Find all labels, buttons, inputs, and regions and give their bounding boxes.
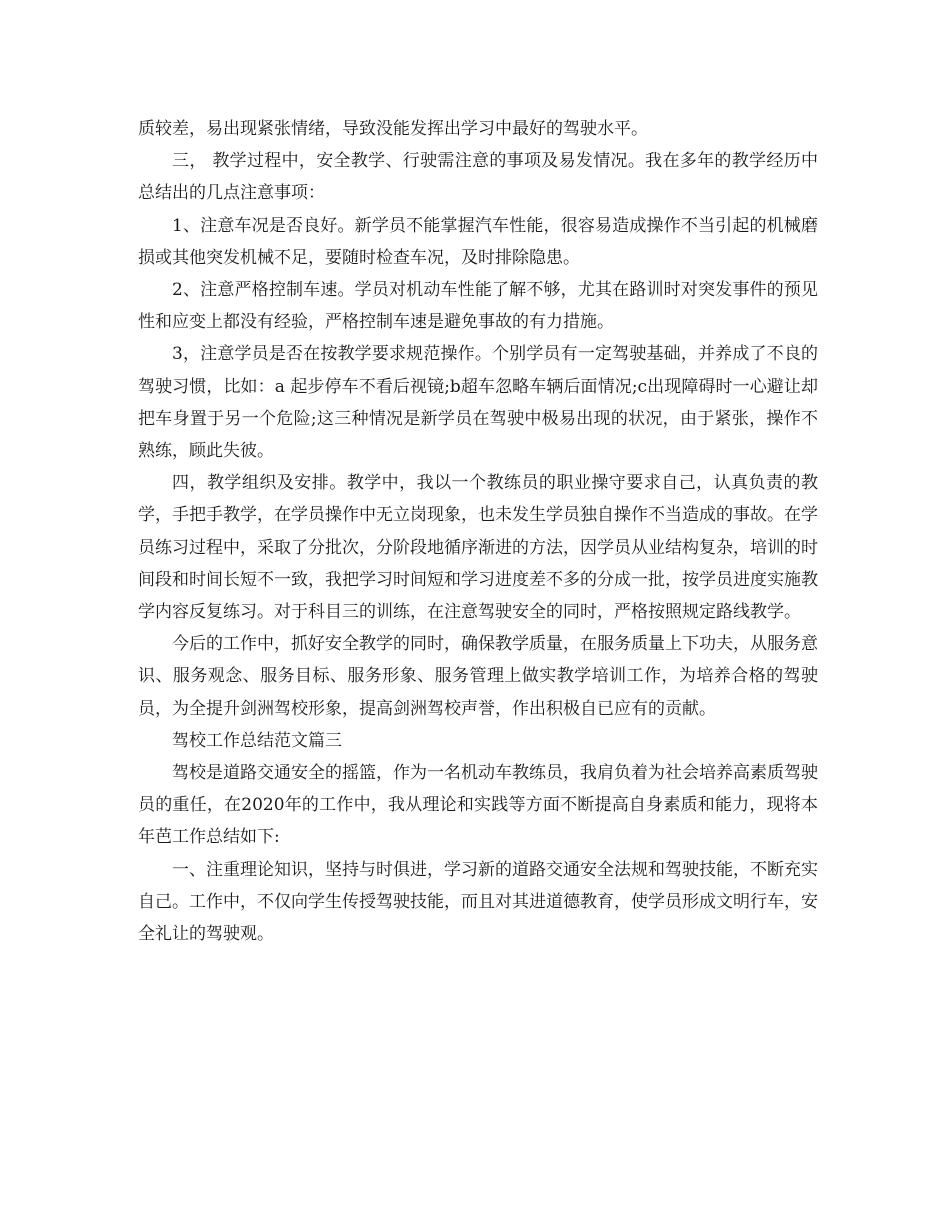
document-body [138,113,818,950]
paragraph-intro: 驾校是道路交通安全的摇篮，作为一名机动车教练员，我肩负着为社会培养高素质驾驶员的重任，在2020年的工作中，我从理论和实践等方面不断提高自身素质和能力，现将本年芭工作总结如下: [138,763,818,848]
paragraph-theory: 一、注重理论知识，坚持与时俱进，学习新的道路交通安全法规和驾驶技能，不断充实自己。工作中，不仅向学生传授驾驶技能，而且对其进道德教育，使学员形成文明行车，安全礼让的驾驶观。 [138,859,818,945]
paragraph-continuation: 质较差，易出现紧张情绪，导致没能发挥出学习中最好的驾驶水平。 [138,119,648,139]
section-heading: 驾校工作总结范文篇三 [172,730,342,751]
paragraph-section-four: 四，教学组织及安排。教学中，我以一个教练员的职业操守要求自己，认真负责的教学，手把手教学，在学员操作中无立岗现象，也未发生学员独自操作不当造成的事故。在学员练习过程中，采取了分批次，分阶段地循序渐进的方法，因学员从业结构复杂，培训的时间段和时间长短不一致，我把学习时间短和学习进度差不多的分成一批，按学员进度实施教学内容反复练习。对于科目三的训练，在注意驾驶安全的同时，严格按照规定路线教学。 [138,473,818,623]
paragraph-section-three: 三， 教学过程中，安全教学、行驶需注意的事项及易发情况。我在多年的教学经历中总结出的几点注意事项： [138,151,818,204]
paragraph-future-work: 今后的工作中，抓好安全教学的同时，确保教学质量，在服务质量上下功夫，从服务意识、服务观念、服务目标、服务形象、服务管理上做实教学培训工作，为培养合格的驾驶员，为全提升剑洲驾校形象，提高剑洲驾校声誉，作出积极自已应有的贡献。 [138,634,818,719]
paragraph-point-1: 1、注意车况是否良好。新学员不能掌握汽车性能，很容易造成操作不当引起的机械磨损或其他突发机械不足，要随时检查车况，及时排除隐患。 [138,215,818,268]
paragraph-point-3: 3，注意学员是否在按教学要求规范操作。个别学员有一定驾驶基础，并养成了不良的驾驶习惯，比如：a 起步停车不看后视镜;b超车忽略车辆后面情况;c出现障碍时一心避让却把车身置于另一个危险;这三种情况是新学员在驾驶中极易出现的状况，由于紧张，操作不熟练，顾此失彼。 [138,344,818,462]
paragraph-point-2: 2、注意严格控制车速。学员对机动车性能了解不够，尤其在路训时对突发事件的预见性和应变上都没有经验，严格控制车速是避免事故的有力措施。 [138,280,818,333]
